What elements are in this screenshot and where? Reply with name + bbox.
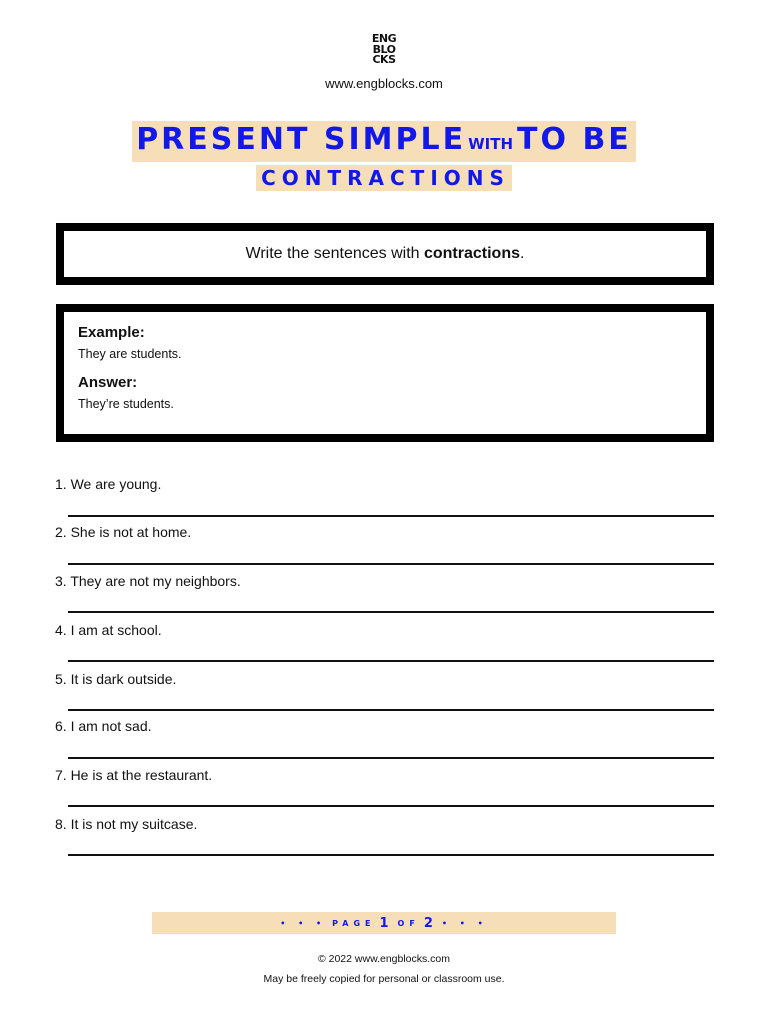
example-label: Example: (78, 324, 145, 341)
answer-text: They’re students. (78, 397, 174, 411)
page-word: PAGE (332, 918, 376, 928)
subtitle-band: CONTRACTIONS (256, 165, 512, 191)
instruction-prefix: Write the sentences with (245, 245, 424, 262)
question-2: 2. She is not at home. (55, 524, 192, 540)
question-3: 3. They are not my neighbors. (55, 573, 241, 589)
page-total: 2 (423, 915, 438, 931)
title-connector: WITH (468, 135, 514, 153)
title-band (132, 121, 636, 162)
dots-right: • • • (441, 918, 488, 928)
usage-note: May be freely copied for personal or classroom use. (263, 973, 505, 985)
instruction-box (56, 223, 714, 285)
question-1: 1. We are young. (55, 476, 162, 492)
question-5: 5. It is dark outside. (55, 671, 177, 687)
title-part2: TO BE (517, 122, 632, 157)
answer-line-3[interactable] (68, 611, 714, 613)
answer-label: Answer: (78, 374, 138, 391)
answer-line-4[interactable] (68, 660, 714, 662)
page-indicator (152, 912, 616, 934)
answer-line-5[interactable] (68, 709, 714, 711)
answer-line-6[interactable] (68, 757, 714, 759)
answer-line-2[interactable] (68, 563, 714, 565)
logo-line: CKS (372, 53, 396, 66)
answer-line-7[interactable] (68, 805, 714, 807)
website-url: www.engblocks.com (325, 76, 443, 91)
example-text: They are students. (78, 347, 182, 361)
question-8: 8. It is not my suitcase. (55, 816, 198, 832)
answer-line-8[interactable] (68, 854, 714, 856)
example-box (56, 304, 714, 442)
logo-line: BLO (372, 42, 396, 56)
dots-left: • • • (280, 918, 327, 928)
question-4: 4. I am at school. (55, 622, 162, 638)
page-title (0, 121, 768, 162)
instruction-text (246, 245, 525, 263)
question-6: 6. I am not sad. (55, 718, 152, 734)
instruction-bold: contractions (423, 245, 520, 262)
engblocks-logo (369, 34, 399, 66)
answer-line-1[interactable] (68, 515, 714, 517)
title-part1: PRESENT SIMPLE (136, 122, 467, 157)
page-number: 1 (379, 915, 394, 931)
page-subtitle (0, 165, 768, 191)
logo-line: ENG (371, 32, 397, 45)
of-word: OF (397, 918, 420, 928)
copyright: © 2022 www.engblocks.com (317, 953, 451, 965)
instruction-suffix: . (520, 245, 525, 262)
question-7: 7. He is at the restaurant. (55, 767, 213, 783)
